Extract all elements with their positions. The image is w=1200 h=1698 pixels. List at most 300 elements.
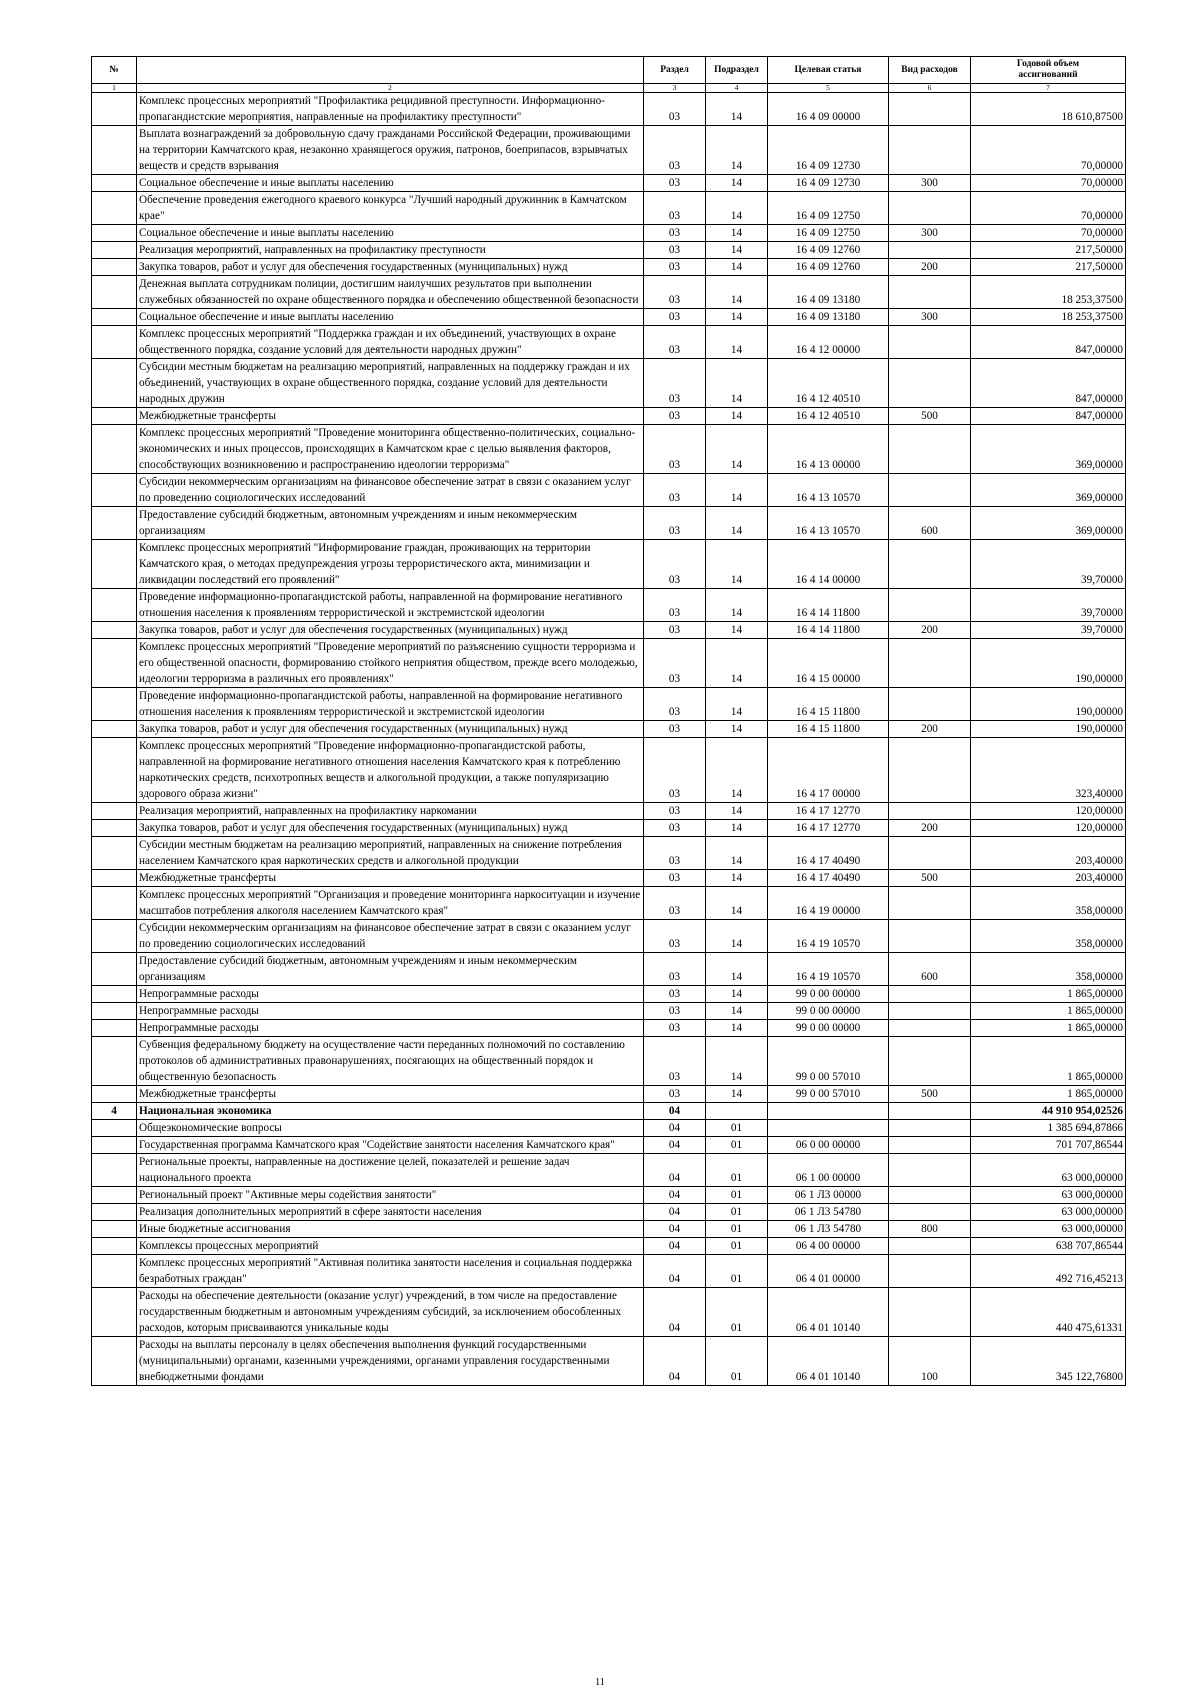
row-amount: 18 253,37500 (971, 309, 1126, 326)
table-row (92, 1255, 1126, 1288)
row-section: 04 (644, 1154, 706, 1187)
row-name: Межбюджетные трансферты (137, 1086, 644, 1103)
table-row (92, 175, 1126, 192)
row-name: Межбюджетные трансферты (137, 870, 644, 887)
table-row (92, 738, 1126, 803)
row-expense (889, 986, 971, 1003)
row-amount: 440 475,61331 (971, 1288, 1126, 1337)
row-target: 16 4 12 40510 (768, 359, 889, 408)
row-amount: 847,00000 (971, 326, 1126, 359)
row-amount: 1 865,00000 (971, 1086, 1126, 1103)
table-row (92, 1204, 1126, 1221)
row-expense: 300 (889, 309, 971, 326)
row-subsection (706, 1103, 768, 1120)
table-row (92, 1337, 1126, 1386)
row-subsection: 01 (706, 1255, 768, 1288)
row-expense: 200 (889, 622, 971, 639)
row-subsection: 14 (706, 1020, 768, 1037)
row-expense: 800 (889, 1221, 971, 1238)
row-expense (889, 920, 971, 953)
row-expense (889, 1187, 971, 1204)
row-amount: 847,00000 (971, 408, 1126, 425)
row-amount: 70,00000 (971, 175, 1126, 192)
row-section: 03 (644, 887, 706, 920)
row-expense (889, 837, 971, 870)
row-target: 06 1 Л3 00000 (768, 1187, 889, 1204)
row-expense (889, 887, 971, 920)
row-subsection: 01 (706, 1120, 768, 1137)
table-row (92, 803, 1126, 820)
row-number (92, 738, 137, 803)
table-row (92, 1137, 1126, 1154)
row-target: 06 0 00 00000 (768, 1137, 889, 1154)
row-subsection: 14 (706, 738, 768, 803)
row-section: 04 (644, 1238, 706, 1255)
row-number (92, 474, 137, 507)
header-row (92, 57, 1126, 84)
row-amount: 18 253,37500 (971, 276, 1126, 309)
row-number (92, 1221, 137, 1238)
row-subsection: 14 (706, 639, 768, 688)
row-target: 16 4 13 10570 (768, 474, 889, 507)
row-target: 16 4 09 13180 (768, 276, 889, 309)
row-subsection: 01 (706, 1337, 768, 1386)
row-subsection: 14 (706, 309, 768, 326)
row-expense (889, 1103, 971, 1120)
row-amount: 358,00000 (971, 953, 1126, 986)
row-target: 16 4 14 11800 (768, 622, 889, 639)
table-row (92, 1221, 1126, 1238)
table-row (92, 1103, 1126, 1120)
row-subsection: 01 (706, 1221, 768, 1238)
row-expense (889, 1255, 971, 1288)
row-subsection: 14 (706, 721, 768, 738)
row-number (92, 1204, 137, 1221)
row-section: 04 (644, 1221, 706, 1238)
row-name: Комплекс процессных мероприятий "Профилактика рецидивной преступности. Информационно-пропагандистские мероприятия, направленные на профилактику преступности" (137, 93, 644, 126)
row-number (92, 639, 137, 688)
row-name: Комплекс процессных мероприятий "Проведение информационно-пропагандистской работы, направленной на формирование негативного отношения населения Камчатского края к потреблению наркотических средств, психотропных веществ и алкогольной продукции, а также популяризацию здорового образа жизни" (137, 738, 644, 803)
table-row (92, 425, 1126, 474)
row-expense: 200 (889, 820, 971, 837)
table-row (92, 953, 1126, 986)
row-name: Региональный проект "Активные меры содействия занятости" (137, 1187, 644, 1204)
row-name: Субсидии местным бюджетам на реализацию мероприятий, направленных на снижение потребления населением Камчатского края наркотических средств и алкогольной продукции (137, 837, 644, 870)
row-name: Денежная выплата сотрудникам полиции, достигшим наилучших результатов при выполнении служебных обязанностей по охране общественного порядка и обеспечению общественной безопасности (137, 276, 644, 309)
row-name: Региональные проекты, направленные на достижение целей, показателей и решение задач национального проекта (137, 1154, 644, 1187)
row-name: Реализация мероприятий, направленных на профилактику преступности (137, 242, 644, 259)
row-number (92, 1037, 137, 1086)
row-expense (889, 1154, 971, 1187)
row-target: 06 4 01 10140 (768, 1337, 889, 1386)
row-number (92, 1255, 137, 1288)
row-section: 03 (644, 175, 706, 192)
row-section: 03 (644, 225, 706, 242)
row-subsection: 14 (706, 622, 768, 639)
row-target (768, 1103, 889, 1120)
table-row (92, 1003, 1126, 1020)
row-section: 03 (644, 870, 706, 887)
row-amount: 63 000,00000 (971, 1221, 1126, 1238)
row-target: 16 4 14 00000 (768, 540, 889, 589)
row-name: Закупка товаров, работ и услуг для обеспечения государственных (муниципальных) нужд (137, 820, 644, 837)
row-target (768, 1120, 889, 1137)
row-section: 04 (644, 1187, 706, 1204)
row-section: 03 (644, 953, 706, 986)
table-row (92, 622, 1126, 639)
row-number (92, 192, 137, 225)
row-subsection: 14 (706, 986, 768, 1003)
row-section: 03 (644, 259, 706, 276)
row-subsection: 14 (706, 837, 768, 870)
row-subsection: 14 (706, 540, 768, 589)
row-name: Субсидии местным бюджетам на реализацию мероприятий, направленных на поддержку граждан и их объединений, участвующих в охране общественного порядка, создание условий для деятельности народных дружин (137, 359, 644, 408)
row-number (92, 1337, 137, 1386)
row-expense: 200 (889, 259, 971, 276)
header-target: Целевая статья (768, 57, 889, 84)
row-number (92, 1154, 137, 1187)
header-amount-line2: ассигнований (1018, 70, 1078, 80)
table-row (92, 408, 1126, 425)
row-expense (889, 425, 971, 474)
row-number (92, 887, 137, 920)
row-section: 03 (644, 359, 706, 408)
table-row (92, 1238, 1126, 1255)
row-expense: 200 (889, 721, 971, 738)
row-number (92, 425, 137, 474)
row-section: 03 (644, 126, 706, 175)
row-target: 99 0 00 00000 (768, 986, 889, 1003)
row-section: 03 (644, 639, 706, 688)
row-number (92, 326, 137, 359)
row-section: 03 (644, 93, 706, 126)
row-amount: 63 000,00000 (971, 1154, 1126, 1187)
row-amount: 1 385 694,87866 (971, 1120, 1126, 1137)
row-target: 99 0 00 57010 (768, 1086, 889, 1103)
row-expense (889, 1020, 971, 1037)
row-target: 16 4 17 40490 (768, 870, 889, 887)
row-section: 03 (644, 242, 706, 259)
column-number: 1 (92, 84, 137, 93)
row-section: 04 (644, 1137, 706, 1154)
column-number-row (92, 84, 1126, 93)
row-target: 16 4 15 11800 (768, 721, 889, 738)
row-section: 03 (644, 920, 706, 953)
row-section: 04 (644, 1103, 706, 1120)
column-number: 6 (889, 84, 971, 93)
row-target: 16 4 09 00000 (768, 93, 889, 126)
row-subsection: 14 (706, 953, 768, 986)
row-section: 03 (644, 721, 706, 738)
row-number (92, 721, 137, 738)
table-row (92, 870, 1126, 887)
row-amount: 63 000,00000 (971, 1187, 1126, 1204)
row-subsection: 14 (706, 326, 768, 359)
row-name: Субвенция федеральному бюджету на осуществление части переданных полномочий по составлению протоколов об административных правонарушениях, посягающих на общественный порядок и общественную безопасность (137, 1037, 644, 1086)
row-target: 16 4 12 40510 (768, 408, 889, 425)
row-amount: 369,00000 (971, 507, 1126, 540)
row-amount: 44 910 954,02526 (971, 1103, 1126, 1120)
row-subsection: 14 (706, 192, 768, 225)
row-name: Предоставление субсидий бюджетным, автономным учреждениям и иным некоммерческим организациям (137, 953, 644, 986)
table-row (92, 887, 1126, 920)
row-section: 03 (644, 1003, 706, 1020)
row-expense: 300 (889, 175, 971, 192)
table-row (92, 639, 1126, 688)
row-target: 16 4 19 10570 (768, 920, 889, 953)
row-subsection: 14 (706, 359, 768, 408)
table-row (92, 242, 1126, 259)
row-subsection: 01 (706, 1154, 768, 1187)
row-section: 03 (644, 688, 706, 721)
row-subsection: 01 (706, 1204, 768, 1221)
row-target: 16 4 09 12760 (768, 259, 889, 276)
row-name: Закупка товаров, работ и услуг для обеспечения государственных (муниципальных) нужд (137, 259, 644, 276)
row-name: Комплексы процессных мероприятий (137, 1238, 644, 1255)
table-row (92, 225, 1126, 242)
row-number (92, 1020, 137, 1037)
row-target: 99 0 00 00000 (768, 1020, 889, 1037)
row-name: Реализация мероприятий, направленных на профилактику наркомании (137, 803, 644, 820)
row-expense (889, 1288, 971, 1337)
row-subsection: 14 (706, 225, 768, 242)
row-amount: 358,00000 (971, 920, 1126, 953)
row-expense (889, 639, 971, 688)
row-target: 16 4 09 12760 (768, 242, 889, 259)
table-row (92, 1086, 1126, 1103)
row-number (92, 408, 137, 425)
table-row (92, 688, 1126, 721)
row-amount: 217,50000 (971, 259, 1126, 276)
row-expense (889, 589, 971, 622)
table-row (92, 359, 1126, 408)
header-subsection: Подраздел (706, 57, 768, 84)
row-subsection: 14 (706, 126, 768, 175)
row-subsection: 14 (706, 1037, 768, 1086)
row-amount: 190,00000 (971, 721, 1126, 738)
table-row (92, 1187, 1126, 1204)
row-subsection: 14 (706, 425, 768, 474)
row-expense: 300 (889, 225, 971, 242)
row-expense (889, 1003, 971, 1020)
row-number (92, 589, 137, 622)
row-number (92, 1003, 137, 1020)
row-subsection: 14 (706, 688, 768, 721)
row-number: 4 (92, 1103, 137, 1120)
row-section: 03 (644, 408, 706, 425)
row-number (92, 1120, 137, 1137)
row-amount: 638 707,86544 (971, 1238, 1126, 1255)
row-name: Национальная экономика (137, 1103, 644, 1120)
row-expense (889, 359, 971, 408)
row-amount: 345 122,76800 (971, 1337, 1126, 1386)
row-name: Комплекс процессных мероприятий "Организация и проведение мониторинга наркоситуации и изучение масштабов потребления алкоголя населением Камчатского края" (137, 887, 644, 920)
row-target: 16 4 14 11800 (768, 589, 889, 622)
row-name: Проведение информационно-пропагандистской работы, направленной на формирование негативного отношения населения к проявлениям террористической и экстремистской идеологии (137, 688, 644, 721)
row-target: 99 0 00 57010 (768, 1037, 889, 1086)
row-target: 16 4 17 00000 (768, 738, 889, 803)
row-name: Субсидии некоммерческим организациям на финансовое обеспечение затрат в связи с оказанием услуг по проведению социологических исследований (137, 920, 644, 953)
row-amount: 1 865,00000 (971, 1037, 1126, 1086)
row-name: Социальное обеспечение и иные выплаты населению (137, 309, 644, 326)
column-number: 3 (644, 84, 706, 93)
row-target: 16 4 15 00000 (768, 639, 889, 688)
table-row (92, 920, 1126, 953)
row-amount: 217,50000 (971, 242, 1126, 259)
row-amount: 70,00000 (971, 192, 1126, 225)
row-amount: 847,00000 (971, 359, 1126, 408)
row-section: 03 (644, 1020, 706, 1037)
row-subsection: 14 (706, 259, 768, 276)
row-expense: 500 (889, 1086, 971, 1103)
row-subsection: 14 (706, 820, 768, 837)
row-name: Расходы на обеспечение деятельности (оказание услуг) учреждений, в том числе на предоставление государственным бюджетным и автономным учреждениям субсидий, за исключением обособленных расходов, которым присваиваются уникальные коды (137, 1288, 644, 1337)
row-number (92, 920, 137, 953)
row-target: 06 1 Л3 54780 (768, 1204, 889, 1221)
table-row (92, 1020, 1126, 1037)
table-row (92, 309, 1126, 326)
row-expense (889, 474, 971, 507)
row-number (92, 820, 137, 837)
row-amount: 70,00000 (971, 126, 1126, 175)
row-subsection: 14 (706, 408, 768, 425)
table-row (92, 126, 1126, 175)
table-row (92, 589, 1126, 622)
row-name: Комплекс процессных мероприятий "Поддержка граждан и их объединений, участвующих в охране общественного порядка, создание условий для деятельности народных дружин" (137, 326, 644, 359)
row-expense (889, 803, 971, 820)
row-number (92, 359, 137, 408)
row-name: Комплекс процессных мероприятий "Проведение мероприятий по разъяснению сущности терроризма и его общественной опасности, формированию стойкого неприятия обществом, прежде всего молодежью, идеологии терроризма в различных его проявлениях" (137, 639, 644, 688)
row-section: 03 (644, 326, 706, 359)
row-number (92, 93, 137, 126)
column-number: 4 (706, 84, 768, 93)
row-subsection: 14 (706, 242, 768, 259)
row-subsection: 14 (706, 887, 768, 920)
row-amount: 369,00000 (971, 474, 1126, 507)
row-number (92, 622, 137, 639)
row-name: Непрограммные расходы (137, 1020, 644, 1037)
row-section: 03 (644, 837, 706, 870)
row-subsection: 14 (706, 175, 768, 192)
table-row (92, 1120, 1126, 1137)
table-row (92, 507, 1126, 540)
row-target: 16 4 09 12750 (768, 192, 889, 225)
row-section: 03 (644, 540, 706, 589)
row-name: Непрограммные расходы (137, 986, 644, 1003)
row-name: Реализация дополнительных мероприятий в сфере занятости населения (137, 1204, 644, 1221)
row-name: Расходы на выплаты персоналу в целях обеспечения выполнения функций государственными (муниципальными) органами, казенными учреждениями, органами управления государственными внебюджетными фондами (137, 1337, 644, 1386)
row-number (92, 540, 137, 589)
row-amount: 1 865,00000 (971, 1003, 1126, 1020)
row-name: Закупка товаров, работ и услуг для обеспечения государственных (муниципальных) нужд (137, 721, 644, 738)
row-target: 16 4 12 00000 (768, 326, 889, 359)
row-amount: 701 707,86544 (971, 1137, 1126, 1154)
row-expense: 100 (889, 1337, 971, 1386)
row-amount: 190,00000 (971, 688, 1126, 721)
row-name: Социальное обеспечение и иные выплаты населению (137, 175, 644, 192)
header-amount-line1: Годовой объем (1016, 59, 1080, 69)
row-number (92, 688, 137, 721)
row-section: 04 (644, 1255, 706, 1288)
row-section: 03 (644, 276, 706, 309)
table-row (92, 540, 1126, 589)
row-section: 03 (644, 1086, 706, 1103)
row-amount: 190,00000 (971, 639, 1126, 688)
header-amount (971, 57, 1126, 84)
row-number (92, 1288, 137, 1337)
row-target: 06 4 00 00000 (768, 1238, 889, 1255)
table-row (92, 192, 1126, 225)
row-amount: 39,70000 (971, 589, 1126, 622)
header-section: Раздел (644, 57, 706, 84)
row-subsection: 14 (706, 474, 768, 507)
row-subsection: 14 (706, 93, 768, 126)
page-number: 11 (595, 1677, 605, 1688)
table-row (92, 986, 1126, 1003)
row-target: 16 4 09 13180 (768, 309, 889, 326)
row-number (92, 225, 137, 242)
table-row (92, 1288, 1126, 1337)
row-section: 04 (644, 1120, 706, 1137)
row-name: Иные бюджетные ассигнования (137, 1221, 644, 1238)
table-row (92, 326, 1126, 359)
row-name: Межбюджетные трансферты (137, 408, 644, 425)
row-target: 16 4 19 00000 (768, 887, 889, 920)
row-amount: 1 865,00000 (971, 1020, 1126, 1037)
row-target: 16 4 13 10570 (768, 507, 889, 540)
header-name (137, 57, 644, 84)
row-target: 16 4 17 12770 (768, 820, 889, 837)
row-amount: 203,40000 (971, 870, 1126, 887)
row-name: Выплата вознаграждений за добровольную сдачу гражданами Российской Федерации, проживающими на территории Камчатского края, незаконно хранящегося оружия, патронов, боеприпасов, взрывчатых веществ и средств взрывания (137, 126, 644, 175)
row-subsection: 01 (706, 1238, 768, 1255)
row-target: 16 4 17 40490 (768, 837, 889, 870)
column-number: 5 (768, 84, 889, 93)
row-amount: 358,00000 (971, 887, 1126, 920)
row-target: 06 4 01 00000 (768, 1255, 889, 1288)
row-name: Комплекс процессных мероприятий "Информирование граждан, проживающих на территории Камчатского края, о методах предупреждения угрозы террористического акта, минимизации и ликвидации последствий его проявлений" (137, 540, 644, 589)
row-section: 03 (644, 803, 706, 820)
column-number: 2 (137, 84, 644, 93)
row-target: 16 4 13 00000 (768, 425, 889, 474)
row-subsection: 01 (706, 1137, 768, 1154)
row-expense (889, 688, 971, 721)
row-number (92, 953, 137, 986)
row-section: 04 (644, 1337, 706, 1386)
row-amount: 120,00000 (971, 803, 1126, 820)
row-expense (889, 192, 971, 225)
row-number (92, 1238, 137, 1255)
row-section: 04 (644, 1204, 706, 1221)
row-subsection: 14 (706, 803, 768, 820)
table-row (92, 93, 1126, 126)
row-amount: 39,70000 (971, 540, 1126, 589)
row-amount: 492 716,45213 (971, 1255, 1126, 1288)
row-number (92, 309, 137, 326)
row-section: 03 (644, 986, 706, 1003)
row-expense (889, 540, 971, 589)
row-target: 16 4 09 12750 (768, 225, 889, 242)
row-expense (889, 1120, 971, 1137)
row-section: 03 (644, 192, 706, 225)
row-section: 03 (644, 820, 706, 837)
table-row (92, 259, 1126, 276)
row-name: Государственная программа Камчатского края "Содействие занятости населения Камчатского края" (137, 1137, 644, 1154)
row-target: 06 1 Л3 54780 (768, 1221, 889, 1238)
row-number (92, 1187, 137, 1204)
row-number (92, 837, 137, 870)
row-amount: 120,00000 (971, 820, 1126, 837)
